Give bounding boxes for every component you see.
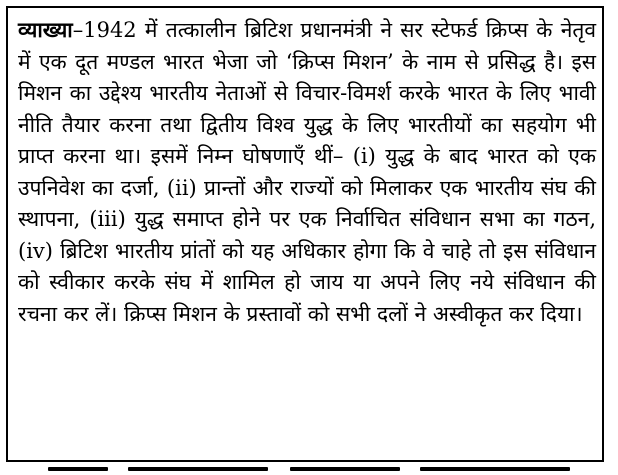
paragraph [18, 14, 596, 330]
text-box [6, 6, 604, 462]
body-text: 1942 में तत्कालीन ब्रिटिश प्रधानमंत्री ने सर स्टेफर्ड क्रिप्स के नेतृव में एक दूत मण्डल भारत भेजा जो ‘क्रिप्स मिशन’ के नाम से प्रसिद्ध है। इस मिशन का उद्देश्य भारतीय नेताओं से विचार-विमर्श करके भारत के लिए भावी नीति तैयार करना तथा द्वितीय विश्व युद्ध के लिए भारतीयों का सहयोग भी प्राप्त करना था। इसमें निम्न घोषणाएँ थीं– (i) युद्ध के बाद भारत को एक उपनिवेश का दर्जा, (ii) प्रान्तों और राज्यों को मिलाकर एक भारतीय संघ की स्थापना, (iii) युद्ध समाप्त होने पर एक निर्वाचित संविधान सभा का गठन, (iv) ब्रिटिश भारतीय प्रांतों को यह अधिकार होगा कि वे चाहे तो इस संविधान को स्वीकार करके संघ में शामिल हो जाय या अपने लिए नये संविधान की रचना कर लें। क्रिप्स मिशन के प्रस्तावों को सभी दलों ने अस्वीकृत कर दिया। [18, 18, 596, 326]
heading-label: व्याख्या [18, 17, 73, 42]
cut-off-stroke [420, 467, 570, 471]
cut-off-stroke [128, 467, 268, 471]
cut-off-stroke [48, 467, 108, 471]
cut-off-next-line [0, 464, 618, 475]
heading-dash: – [72, 18, 84, 42]
cut-off-stroke [290, 467, 400, 471]
